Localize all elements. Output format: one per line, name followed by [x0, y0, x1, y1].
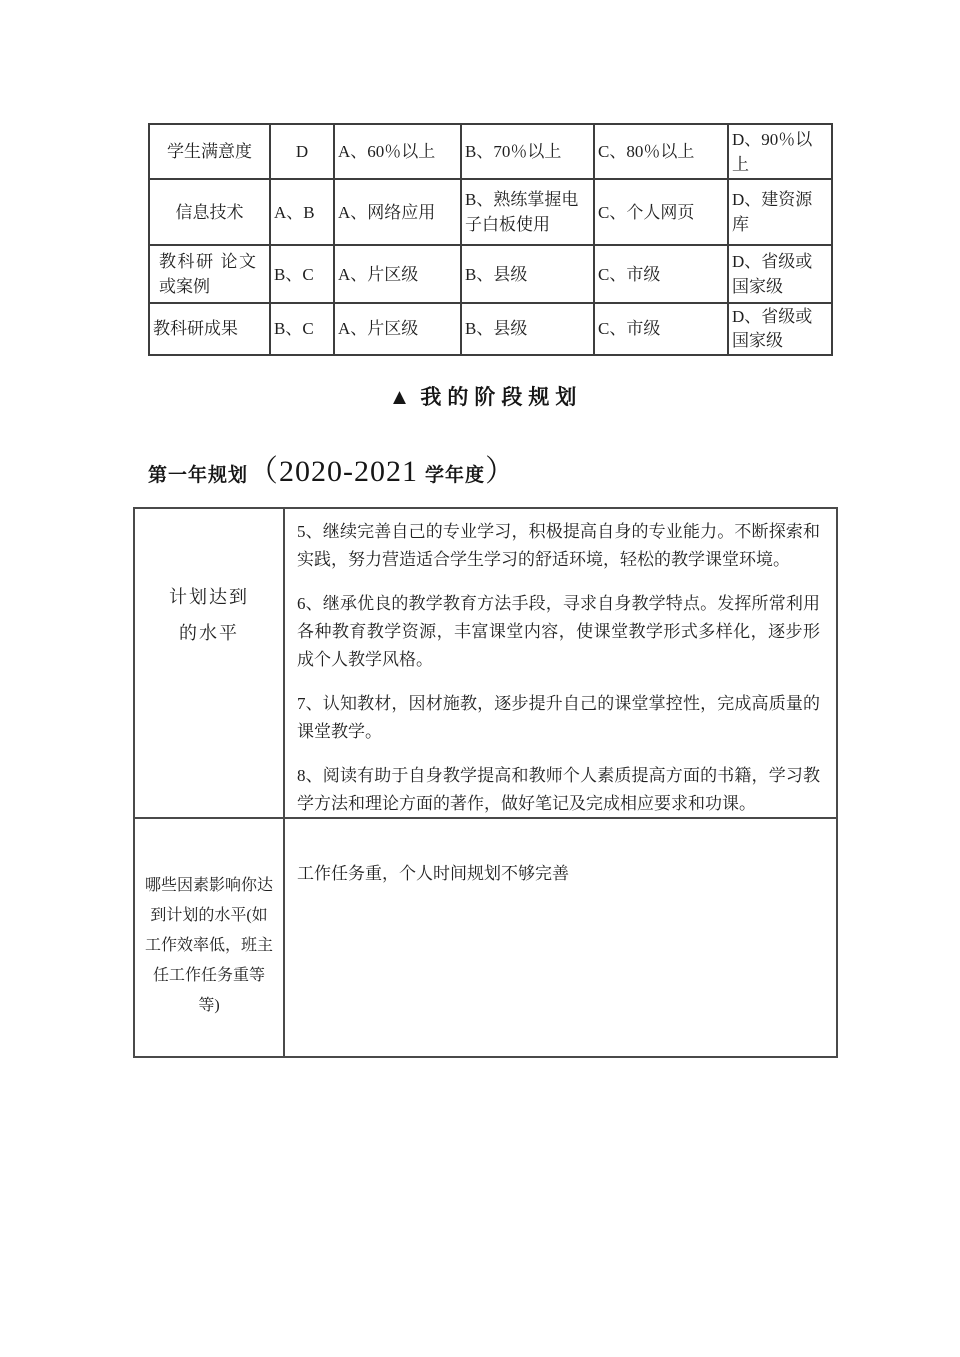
criteria-row [149, 124, 832, 179]
criteria-row-label: 学生满意度 [149, 124, 270, 179]
plan-paragraphs-cell [284, 508, 837, 818]
criteria-level-c: C、市级 [594, 245, 728, 303]
criteria-row-label: 信息技术 [149, 179, 270, 245]
plan-table [133, 507, 838, 1058]
criteria-level-d: D、省级或国家级 [728, 303, 832, 355]
plan-level-label-cell [134, 508, 284, 818]
criteria-level-d: D、省级或国家级 [728, 245, 832, 303]
criteria-grade: B、C [270, 303, 334, 355]
section-title: 我的阶段规划 [420, 386, 583, 409]
plan-heading-tail: 学年度 [425, 465, 486, 486]
criteria-level-b: B、县级 [461, 303, 594, 355]
plan-paragraph-6: 6、继承优良的教学教育方法手段，寻求自身教学特点。发挥所常利用各种教育教学资源，丰富课堂内容，使课堂教学形式多样化，逐步形成个人教学风格。 [297, 594, 820, 669]
plan-paragraph-7: 7、认知教材，因材施教，逐步提升自己的课堂掌控性，完成高质量的课堂教学。 [297, 694, 820, 741]
criteria-row [149, 245, 832, 303]
criteria-grade: A、B [270, 179, 334, 245]
section-heading [133, 381, 838, 411]
criteria-row-label: 教科研 论文或案例 [149, 245, 270, 303]
criteria-level-c: C、个人网页 [594, 179, 728, 245]
criteria-grade: D [270, 124, 334, 179]
criteria-level-d: D、建资源库 [728, 179, 832, 245]
plan-paragraph-5: 5、继续完善自己的专业学习，积极提高自身的专业能力。不断探索和实践，努力营造适合学生学习的舒适环境，轻松的教学课堂环境。 [297, 522, 820, 569]
factors-label: 哪些因素影响你达到计划的水平(如工作效率低，班主任工作任务重等等) [144, 877, 273, 1014]
criteria-level-a: A、片区级 [334, 303, 461, 355]
criteria-level-b: B、70％以上 [461, 124, 594, 179]
plan-year-heading [148, 446, 516, 490]
criteria-level-a: A、片区级 [334, 245, 461, 303]
plan-level-label-line1: 计划达到 [169, 587, 249, 607]
plan-heading-paren-close: ） [485, 455, 517, 488]
criteria-level-b: B、县级 [461, 245, 594, 303]
criteria-level-c: C、市级 [594, 303, 728, 355]
plan-level-label-line2: 的水平 [179, 623, 239, 643]
criteria-level-d: D、90％以上 [728, 124, 832, 179]
criteria-grade: B、C [270, 245, 334, 303]
criteria-row-label: 教科研成果 [149, 303, 270, 355]
criteria-row [149, 303, 832, 355]
criteria-row [149, 179, 832, 245]
plan-heading-label: 第一年规划 [148, 465, 249, 486]
plan-paragraph-8: 8、阅读有助于自身教学提高和教师个人素质提高方面的书籍，学习教学方法和理论方面的著作，做好笔记及完成相应要求和功课。 [297, 766, 820, 813]
criteria-level-a: A、网络应用 [334, 179, 461, 245]
factors-answer-cell [284, 818, 837, 1057]
factors-label-cell [134, 818, 284, 1057]
criteria-level-c: C、80％以上 [594, 124, 728, 179]
criteria-level-a: A、60％以上 [334, 124, 461, 179]
criteria-level-b: B、熟练掌握电子白板使用 [461, 179, 594, 245]
factors-answer: 工作任务重，个人时间规划不够完善 [297, 864, 569, 883]
triangle-icon: ▲ [388, 384, 411, 409]
criteria-table [148, 123, 833, 356]
plan-heading-years: 2020-2021 [279, 455, 419, 488]
plan-heading-paren-open: （ [248, 455, 280, 488]
